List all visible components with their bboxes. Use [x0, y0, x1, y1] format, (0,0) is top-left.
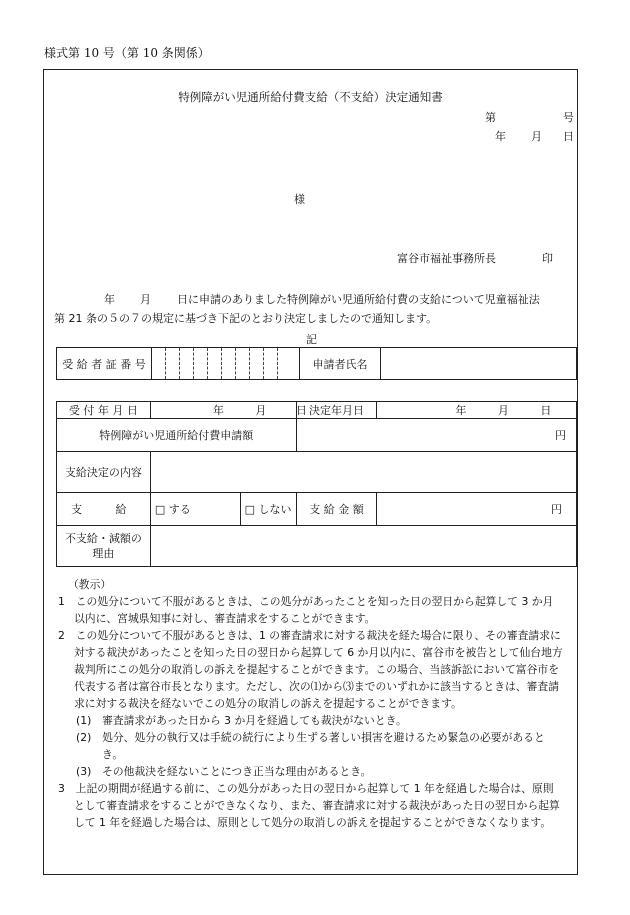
ki-mark: 記: [306, 333, 317, 346]
recipient-no-digit[interactable]: [278, 348, 300, 380]
recipient-no-digit[interactable]: [194, 348, 208, 380]
note-sub-item-2: (2) 処分、処分の執行又は手続の続行により生ずる著しい損害を避けるため緊急の必要があるとき。: [76, 731, 545, 761]
reason-field[interactable]: [150, 526, 576, 567]
intro-line1: 日に申請のありました特例障がい児通所給付費の支給について児童福祉法: [177, 293, 540, 306]
decision-year: 年: [455, 404, 467, 417]
recipient-no-digit[interactable]: [222, 348, 236, 380]
recipient-no-label: 受 給 者 証 番 号: [57, 348, 152, 380]
notes-heading: （教示）: [68, 578, 112, 591]
note-item-2: 2 この処分について不服があるときは、1 の審査請求に対する裁決を経た場合に限り、その審査請求に対する裁決があったことを知った日の翌日から起算して 6 か月以内に、富谷市を被告として仙台地方裁判所にこの処分の取消しの訴えを提起することができます。この場合、当該訴訟において富谷市を代表する者は富谷市長となります。ただし、次の⑴から⑶までのいずれかに該当するときは、審査請求に対する裁決を経ないでこの処分の取消しの訴えを提起することができます。: [58, 629, 563, 710]
payment-label-2: 給: [115, 503, 127, 516]
reason-label-2: 理由: [92, 547, 115, 560]
note-item-3: 3 上記の期間が経過する前に、この処分があった日の翌日から起算して 1 年を経過した場合は、原則として審査請求をすることができなくなり、また、審査請求に対する裁決があった日の翌日から起算して 1 年を経過した場合は、原則として処分の取消しの訴えを提起することができなくなります。: [58, 782, 560, 829]
reason-label: [57, 526, 151, 567]
payment-label: [57, 493, 151, 526]
decision-date-field[interactable]: [377, 402, 577, 419]
recipient-no-digit[interactable]: [152, 348, 166, 380]
doc-number-dai: 第: [485, 111, 496, 124]
note-sub-item-3: (3) その他裁決を経ないことにつき正当な理由があるとき。: [76, 765, 372, 778]
recipient-no-digit[interactable]: [250, 348, 264, 380]
issuer-name: 富谷市福祉事務所長: [397, 252, 496, 265]
recipient-no-digit[interactable]: [264, 348, 278, 380]
recipient-suffix: 様: [294, 193, 305, 206]
decision-content-label: 支給決定の内容: [57, 452, 151, 493]
applicant-name-field[interactable]: [381, 348, 577, 380]
date-year: 年: [495, 130, 506, 143]
yen-unit: 円: [551, 503, 562, 516]
decision-day: 日: [540, 404, 552, 417]
recipient-no-digit[interactable]: [180, 348, 194, 380]
decision-month: 月: [497, 404, 509, 417]
received-date-label: 受 付 年 月 日: [57, 402, 151, 419]
amount-applied-field[interactable]: [296, 419, 576, 452]
date-day: 日: [563, 130, 574, 143]
payment-amount-field[interactable]: [377, 493, 577, 526]
decision-table: [56, 401, 577, 567]
document-title: 特例障がい児通所給付費支給（不支給）決定通知書: [178, 90, 443, 104]
payment-label-1: 支: [71, 503, 82, 516]
note-sub-item-1: (1) 審査請求があった日から 3 か月を経過しても裁決がないとき。: [76, 714, 407, 727]
received-date-field[interactable]: [150, 402, 307, 419]
note-item-1: 1 この処分について不服があるときは、この処分があったことを知った日の翌日から起算して 3 か月以内に、宮城県知事に対し、審査請求をすることができます。: [58, 595, 554, 625]
recipient-no-digit[interactable]: [208, 348, 222, 380]
date-month: 月: [531, 130, 542, 143]
document-frame: [43, 69, 578, 875]
checkbox-no[interactable]: □ しない: [240, 493, 296, 526]
intro-year: 年: [104, 293, 115, 306]
recipient-no-digit[interactable]: [166, 348, 180, 380]
recipient-table: [56, 347, 577, 380]
applicant-name-label: 申請者氏名: [300, 348, 381, 380]
form-id: 様式第 10 号（第 10 条関係）: [44, 46, 210, 60]
received-day: 日: [295, 404, 307, 417]
intro-line2: 第 21 条の５の７の規定に基づき下記のとおり決定しましたので通知します。: [54, 312, 438, 325]
intro-month: 月: [140, 293, 151, 306]
checkbox-yes[interactable]: □ する: [150, 493, 240, 526]
issuer-seal: 印: [542, 252, 553, 265]
amount-applied-label: 特例障がい児通所給付費申請額: [57, 419, 297, 452]
received-month: 月: [255, 404, 267, 417]
payment-amount-label: 支 給 金 額: [296, 493, 377, 526]
decision-content-field[interactable]: [150, 452, 576, 493]
decision-date-label: 決定年月日: [296, 402, 377, 419]
notes-section: [58, 576, 563, 831]
doc-number-go: 号: [563, 111, 574, 124]
recipient-no-digit[interactable]: [236, 348, 250, 380]
reason-label-1: 不支給・減額の: [64, 532, 142, 545]
yen-unit: 円: [555, 429, 566, 442]
received-year: 年: [212, 404, 224, 417]
